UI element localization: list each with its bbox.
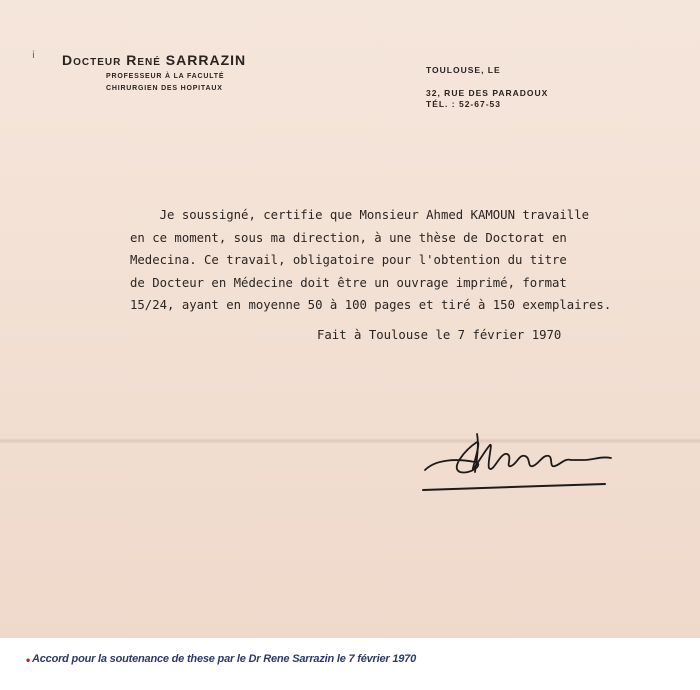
letterhead-city: TOULOUSE, LE xyxy=(426,65,501,75)
letterhead-address: 32, RUE DES PARADOUX xyxy=(426,88,549,98)
caption-bullet: • xyxy=(26,653,31,667)
handwritten-signature xyxy=(415,420,615,500)
letterhead-title-2: CHIRURGIEN DES HOPITAUX xyxy=(106,85,223,92)
letter-closing: Fait à Toulouse le 7 février 1970 xyxy=(317,328,562,342)
image-caption: Accord pour la soutenance de these par le Dr Rene Sarrazin le 7 février 1970 xyxy=(32,653,417,665)
letterhead-title-1: PROFESSEUR À LA FACULTÉ xyxy=(106,73,225,80)
letter-body: Je soussigné, certifie que Monsieur Ahmed KAMOUN travaille en ce moment, sous ma direction, à une thèse de Doctorat en Medecina. Ce travail, obligatoire pour l'obtention du titre de Docteur en Médecine doit être un ouvrage imprimé, format 15/24, ayant en moyenne 50 à 100 pages et tiré à 150 exemplaires. xyxy=(130,208,612,312)
letterhead-name: Docteur René SARRAZIN xyxy=(62,52,247,68)
letterhead-phone: TÉL. : 52-67-53 xyxy=(426,99,501,109)
margin-mark: ⅰ xyxy=(32,50,35,61)
